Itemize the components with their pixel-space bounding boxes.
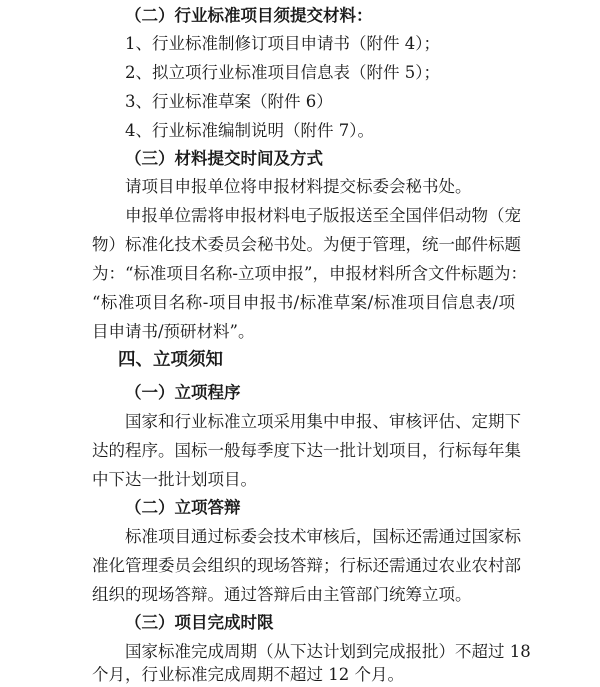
paragraph-line: 物）标准化技术委员会秘书处。为便于管理，统一邮件标题 (92, 235, 521, 254)
material-item-1: 1、行业标准制修订项目申请书（附件 4）； (125, 34, 440, 53)
paragraph-submit-office: 请项目申报单位将申报材料提交标委会秘书处。 (125, 177, 472, 196)
material-item-3: 3、行业标准草案（附件 6） (125, 92, 333, 111)
material-item-2: 2、拟立项行业标准项目信息表（附件 5）； (125, 63, 440, 82)
paragraph-line: 标准项目通过标委会技术审核后，国标还需通过国家标 (125, 527, 521, 546)
paragraph-line: “标准项目名称-项目申报书/标准草案/标准项目信息表/项 (92, 293, 515, 312)
heading-project-defense: （二）立项答辩 (125, 498, 241, 517)
paragraph-line: 国家标准完成周期（从下达计划到完成报批）不超过 18 (125, 642, 531, 661)
paragraph-line: 个月，行业标准完成周期不超过 12 个月。 (92, 665, 404, 684)
material-item-4: 4、行业标准编制说明（附件 7）。 (125, 121, 374, 140)
heading-submit-materials: （二）行业标准项目须提交材料： (125, 6, 373, 25)
heading-project-procedure: （一）立项程序 (125, 383, 241, 402)
paragraph-line: 目申请书/预研材料”。 (92, 322, 255, 341)
heading-submit-time: （三）材料提交时间及方式 (125, 149, 323, 168)
heading-section-four: 四、立项须知 (118, 350, 223, 370)
paragraph-line: 国家和行业标准立项采用集中申报、审核评估、定期下 (125, 412, 521, 431)
paragraph-line: 达的程序。国标一般每季度下达一批计划项目，行标每年集 (92, 441, 521, 460)
heading-completion-deadline: （三）项目完成时限 (125, 613, 274, 632)
paragraph-line: 为：“标准项目名称-立项申报”，申报材料所含文件标题为： (92, 264, 527, 283)
paragraph-line: 申报单位需将申报材料电子版报送至全国伴侣动物（宠 (125, 206, 521, 225)
paragraph-line: 组织的现场答辩。通过答辩后由主管部门统筹立项。 (92, 585, 472, 604)
paragraph-line: 中下达一批计划项目。 (92, 470, 257, 489)
paragraph-line: 准化管理委员会组织的现场答辩；行标还需通过农业农村部 (92, 556, 521, 575)
